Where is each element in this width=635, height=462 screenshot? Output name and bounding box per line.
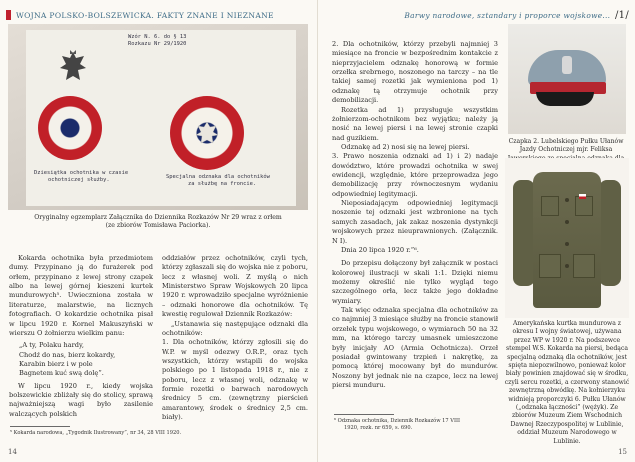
caption-line1: Oryginalny egzemplarz Załącznika do Dziennika Rozkazów Nr 29 wraz z orłem <box>34 214 282 221</box>
paragraph: W lipcu 1920 r., kiedy wojska bolszewickie zbliżały się do stolicy, sprawą najważniejszą wagi było zasilenie walczących polskich <box>9 381 153 418</box>
jacket-button <box>565 220 569 224</box>
jacket-pocket <box>575 196 593 216</box>
cap-visor <box>536 92 594 106</box>
paragraph: Kokarda ochotnika była przedmiotem dumy. Przypinano ją do furażerek pod orłem, przypinano z lewej strony czapek albo na lewej górnej kieszeni kurtek mundurowych⁵. Uwiecznionа została w literaturze, malarstwie, na licznych fotografiach. O kokardzie ochotnika pisał w lipcu 1920 r. Kornel Makuszyński w wierszu O żołnierzu wielkim panu: <box>9 254 153 337</box>
left-handwritten-note <box>34 170 128 185</box>
verse-line: Karabin bierz i w pole <box>19 359 93 368</box>
right-note-line1: Specjalna odznaka dla ochotników <box>166 174 270 180</box>
jacket-caption: Amerykańska kurtka mundurowa z okresu I wojny światowej, używana przez WP w 1920 r. Na podszewce stempel W.S. Kokarda na piersi, bedąca specjalną odznaką dla ochotników, jest spięta niepozwilnowo, ponieważ kolor biały powinien znajdować się w środku, czyli sercu rozetki, a czerwony stanowić zewnętrzną obwódkę. Na kołnierzyku widnieją proporczyki 6. Pułku Ułanów („odznaka łączności” (wężyk). Ze zbiorów Muzeum Ziem Wschodnich Dawnej Rzeczypospolitej w Lublinie, oddział Muzeum Narodowego w Lublinie. <box>504 320 630 445</box>
cap-caption: Czapka 2. Lubelskiego Pułku Ułanów Jazdy Ochotniczej mjr. Feliksa <box>508 138 624 154</box>
red-marker-icon <box>6 10 11 20</box>
eagle-icon <box>58 50 88 88</box>
paragraph: 3. Prawo noszenia odznaki ad 1) i 2) nadaje dowództwo, które prowadzi ochotnika w swej ewidencji, względnie, które przeprowadza jego demobilizację przy równoczesnym wydaniu odpowiedniej legitymacji. <box>332 152 498 198</box>
running-header-left <box>6 10 274 20</box>
document-top-note <box>128 34 186 49</box>
paragraph: Nieposiadającym odpowiedniej legitymacji noszenie tej odznaki jest wzbronione na tych samych zasadach, jak zakaz noszenia dystynkcji wojskowych przez nieuprawnionych. (Załącznik. N I). <box>332 199 498 245</box>
paragraph: Do przepisu dołączony był załącznik w postaci kolorowej ilustracji w skali 1:1. Dzięki niemu możemy określić nie tylko wygląd tego szczególnego orła, lecz także jego dokładne wymiary. <box>332 259 498 305</box>
top-note-line1: Wzór N. 6. do § 13 <box>128 34 187 40</box>
left-page <box>0 0 317 462</box>
paragraph: 2. Dla ochotników, którzy przebyli najmniej 3 miesiące na froncie w bezpośrednim kontakcie z nieprzyjacielem odznakę honorową w formie orzełka srebrnego, noszonego na tarczy – na tle takiej samej rozetki jak wymieniona pod 1) odznakę tą otrzymuje ochotnik przy demobilizacji. <box>332 40 498 105</box>
cap-photo <box>508 24 626 134</box>
paragraph: Odznakę ad 2) nosi się na lewej piersi. <box>341 142 470 151</box>
jacket-button <box>565 198 569 202</box>
top-note-line2: Rozkazu Nr 29/1920 <box>128 41 187 48</box>
white-eagle-icon <box>170 96 244 170</box>
footnote-rule <box>334 414 394 415</box>
left-note-line2: ochotniczej służby. <box>48 177 110 184</box>
jacket-pocket <box>539 254 561 278</box>
jacket-sleeve-left <box>513 180 535 286</box>
jacket-pocket <box>573 254 595 278</box>
running-header-right <box>404 10 629 21</box>
caption-line2: (ze zbiorów Tomisława Paciorka). <box>105 222 211 230</box>
paragraph: Rozetka ad 1) przysługuje wszystkim żołnierzom-ochotnikom bez wyjątku; należy ją nosić na lewej piersi i na lewej stronie czapki nad guzikiem. <box>332 105 498 142</box>
footnote-line1: ⁶ Odznaka ochotnika, Dziennik Rozkazów 17 VIII <box>334 418 460 424</box>
jacket-photo <box>505 158 629 318</box>
jacket-button <box>565 264 569 268</box>
right-note-line2: za służbę na froncie. <box>188 181 257 188</box>
volunteer-rosette-large <box>170 96 244 170</box>
eagle-badge-icon <box>562 56 572 74</box>
footnote-rule <box>10 426 70 427</box>
verse-line: Chodź do nas, bierz kokardy, <box>19 350 116 359</box>
footnote <box>334 418 500 432</box>
right-page <box>317 0 635 462</box>
jacket-sleeve-right <box>599 180 621 286</box>
verse-line: „A ty, Polaku hardy, <box>19 341 84 350</box>
paragraph: 1. Dla ochotników, którzy zgłosili się do W.P. w myśl odezwy O.R.P., oraz tych wszystkich, którzy wstąpili do wojska polskiego po 1 listopada 1918 r., nie z poboru, lecz z własnej woli, odznakę w formie rozetki o barwach narodowych średnicy 5 cm. (zewnętrzny pierścień amarantowy, środek o średnicy 2,5 cm. biały). <box>162 338 308 422</box>
left-column-1 <box>9 254 153 419</box>
rosette-icon <box>579 194 586 199</box>
jacket-button <box>565 242 569 246</box>
left-column-2 <box>162 254 308 422</box>
paragraph: Dnia 20 lipca 1920 r.”⁶. <box>341 245 419 254</box>
right-handwritten-note <box>166 174 270 189</box>
footnote: ⁵ Kokarda narodowa, „Tygodnik Ilustrowany”, nr 34, 28 VIII 1920. <box>10 430 182 436</box>
page-number: 15 <box>618 448 627 456</box>
left-note-line1: Dziesiątka ochotnika w czasie <box>34 170 129 176</box>
paragraph: oddziałów przez ochotników, czyli tych, którzy zgłaszali się do wojska nie z poboru, lecz z własnej woli. Z myślą o nich Ministerstwo Spraw Wojskowych 20 lipca 1920 r. wprowadziło specjalne wyróżnienie – odznaki honorowe dla ochotników. Tę kwestię regulował Dziennik Rozkazów: <box>162 254 308 319</box>
chapter-number: /1/ <box>614 10 629 21</box>
main-photo-caption <box>20 214 296 231</box>
verse-line: Bagnetem kuć swą dolę”. <box>19 369 104 378</box>
document-photo <box>8 24 308 210</box>
volunteer-rosette-small <box>38 96 102 160</box>
page-number: 14 <box>8 448 17 456</box>
paragraph: „Ustanawia się następujące odznaki dla ochotników: <box>162 319 308 337</box>
paragraph: Tak więc odznaka specjalna dla ochotników za co najmniej 3 miesiące służby na froncie stanowił orzełek typu wojskowego, o wymiarach 50 na 32 mm, na którego tarczy umasnek umieszczone były inicjały AO (Armia Ochotnicza). Orzeł posiadał gwintowany trzpień i nakrętkę, za pomocą której mocowany był do mundurów. Noszony był jednak nie na czapce, lecz na lewej piersi munduru. <box>332 306 498 389</box>
footnote-line2: 1920, rozk. nr 659, s. 690. <box>344 424 413 431</box>
jacket-pocket <box>541 196 559 216</box>
chapter-title: Barwy narodowe, sztandary i proporce wojskowe... <box>404 11 611 20</box>
jacket-body <box>533 172 601 308</box>
book-title: WOJNA POLSKO-BOLSZEWICKA. FAKTY ZNANE I NIEZNANE <box>16 10 274 20</box>
right-column <box>332 40 498 390</box>
